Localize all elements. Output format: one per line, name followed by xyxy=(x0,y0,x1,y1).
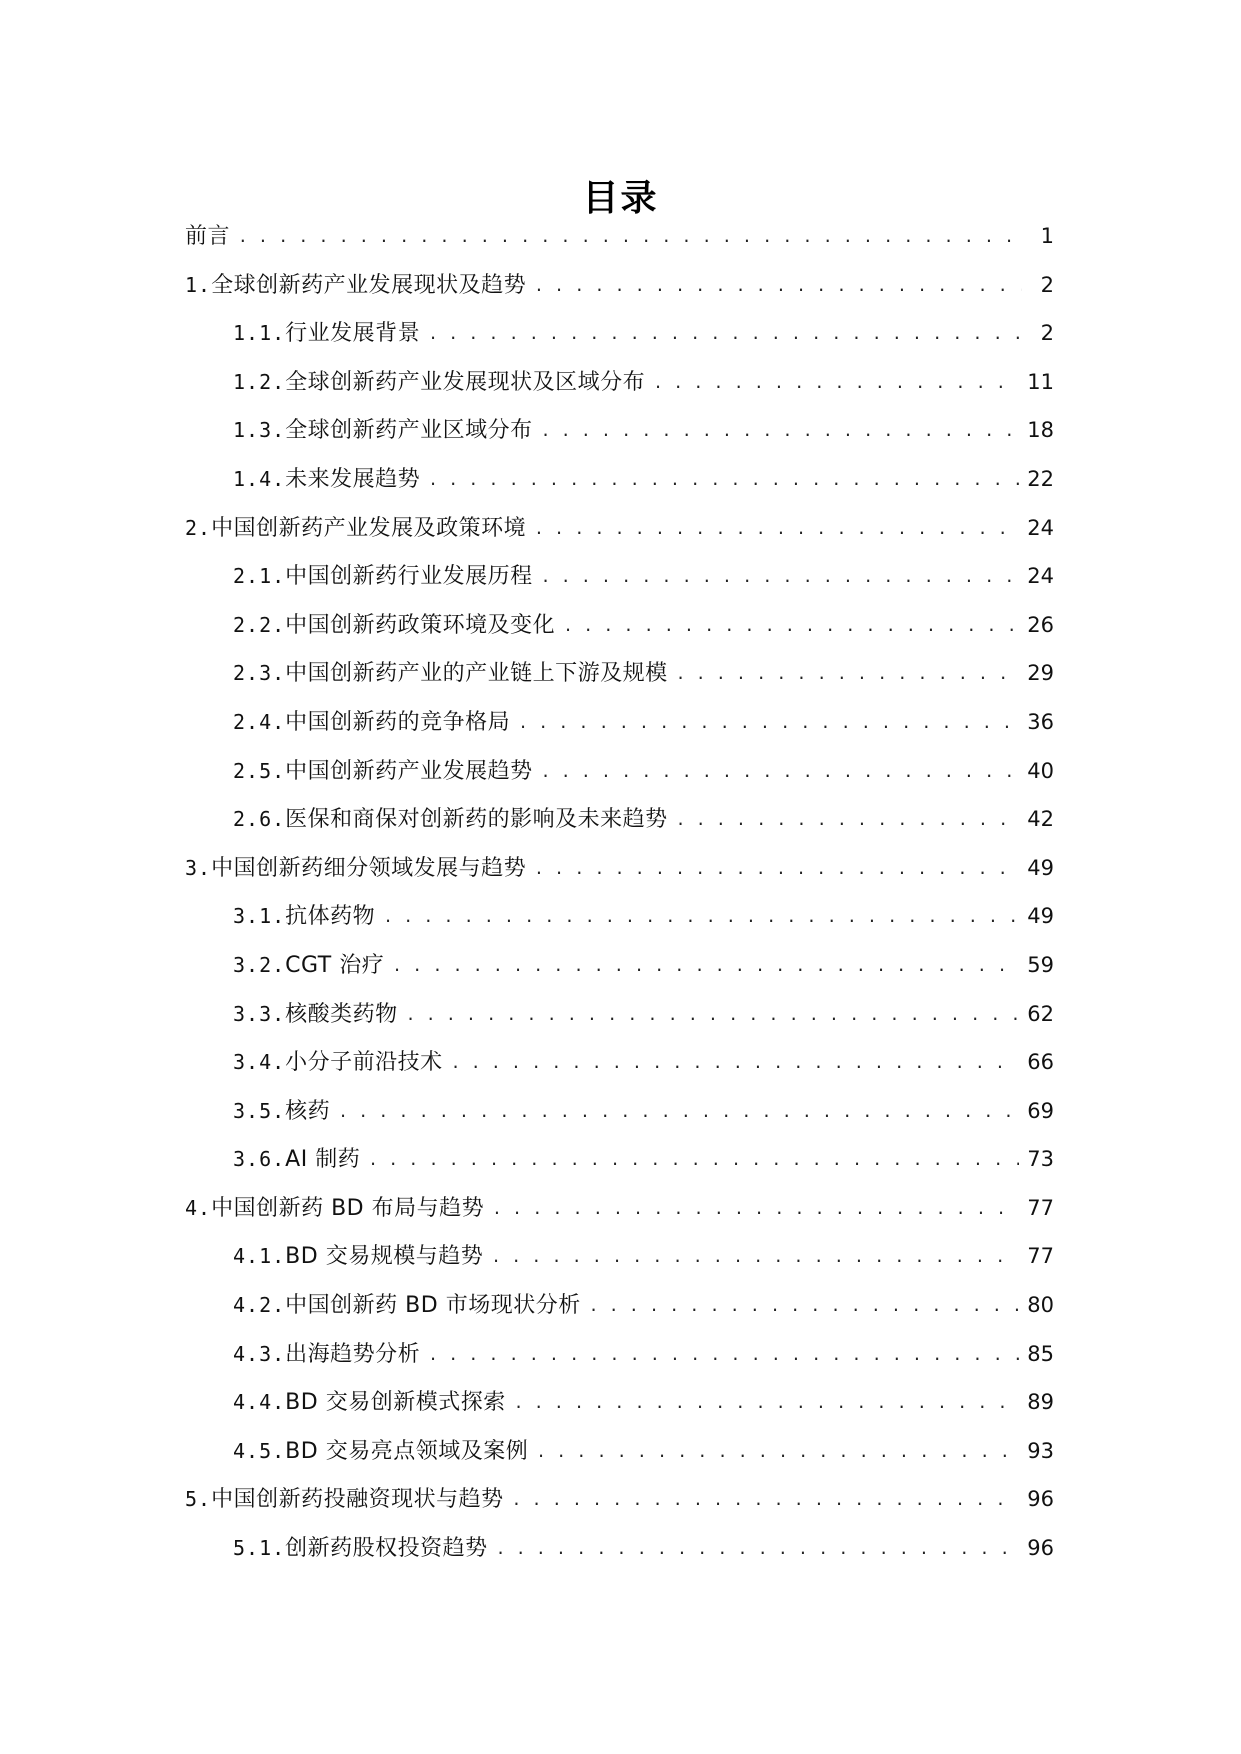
toc-entry-number: 4. xyxy=(185,1195,212,1220)
toc-entry-2-4[interactable] xyxy=(185,704,1054,753)
toc-entry-number: 3.6. xyxy=(233,1147,286,1172)
toc-entry-page: 62 xyxy=(1027,1001,1054,1026)
toc-entry-2-5[interactable] xyxy=(185,753,1054,802)
dot-leader xyxy=(428,316,1022,352)
toc-entry-5-1[interactable] xyxy=(185,1530,1054,1579)
toc-entry-title: 创新药股权投资趋势 xyxy=(285,1536,488,1562)
toc-entry-3-2[interactable] xyxy=(185,947,1054,996)
dot-leader xyxy=(238,219,1022,255)
toc-entry-1-2[interactable] xyxy=(185,364,1054,413)
toc-entry-page: 49 xyxy=(1027,904,1054,929)
toc-entry-page: 69 xyxy=(1027,1098,1054,1123)
toc-entry-page: 2 xyxy=(1040,272,1054,297)
dot-leader xyxy=(428,1337,1019,1373)
toc-entry-title: 医保和商保对创新药的影响及未来趋势 xyxy=(285,807,668,833)
toc-entry-4[interactable] xyxy=(185,1190,1054,1239)
dot-leader xyxy=(428,462,1019,498)
dot-leader xyxy=(536,1434,1019,1470)
toc-entry-title: 中国创新药 BD 布局与趋势 xyxy=(211,1195,485,1221)
toc-entry-title: 核药 xyxy=(285,1098,331,1124)
toc-entry-title: 中国创新药政策环境及变化 xyxy=(285,612,556,638)
toc-entry-number: 5.1. xyxy=(233,1536,286,1561)
toc-entry-1[interactable] xyxy=(185,267,1054,316)
dot-leader xyxy=(541,413,1020,449)
toc-entry-4-5[interactable] xyxy=(185,1433,1054,1482)
toc-entry-page: 24 xyxy=(1027,515,1054,540)
toc-entry-number: 1.1. xyxy=(233,321,286,346)
toc-entry-page: 66 xyxy=(1027,1050,1054,1075)
toc-entry-number: 2.6. xyxy=(233,807,286,832)
toc-entry-4-3[interactable] xyxy=(185,1336,1054,1385)
toc-entry-number: 5. xyxy=(185,1487,212,1512)
toc-entry-number: 3.5. xyxy=(233,1098,286,1123)
table-of-contents xyxy=(185,218,1054,1579)
toc-entry-page: 77 xyxy=(1027,1195,1054,1220)
toc-entry-title: 中国创新药产业的产业链上下游及规模 xyxy=(285,661,668,687)
dot-leader xyxy=(534,851,1019,887)
toc-entry-number: 1.2. xyxy=(233,369,286,394)
toc-entry-2-1[interactable] xyxy=(185,558,1054,607)
dot-leader xyxy=(653,365,1019,401)
dot-leader xyxy=(541,754,1020,790)
toc-entry-number: 2.1. xyxy=(233,564,286,589)
toc-entry-title: 中国创新药投融资现状与趋势 xyxy=(211,1487,504,1513)
toc-entry-number: 4.2. xyxy=(233,1293,286,1318)
toc-entry-title: 中国创新药细分领域发展与趋势 xyxy=(211,855,527,881)
toc-entry-page: 18 xyxy=(1027,418,1054,443)
toc-entry-page: 96 xyxy=(1027,1487,1054,1512)
toc-entry-number: 3.4. xyxy=(233,1050,286,1075)
toc-entry-title: 小分子前沿技术 xyxy=(285,1050,443,1076)
toc-entry-title: 中国创新药 BD 市场现状分析 xyxy=(285,1293,581,1319)
dot-leader xyxy=(496,1531,1020,1567)
toc-entry-number: 2.4. xyxy=(233,709,286,734)
toc-entry-3-5[interactable] xyxy=(185,1093,1054,1142)
toc-entry-number: 2. xyxy=(185,515,212,540)
toc-entry-page: 24 xyxy=(1027,564,1054,589)
toc-entry-page: 49 xyxy=(1027,855,1054,880)
toc-entry-3-3[interactable] xyxy=(185,996,1054,1045)
toc-entry-title: 抗体药物 xyxy=(285,904,376,930)
toc-entry-2-6[interactable] xyxy=(185,801,1054,850)
toc-entry-3-6[interactable] xyxy=(185,1141,1054,1190)
toc-entry-3-4[interactable] xyxy=(185,1044,1054,1093)
toc-entry-3-1[interactable] xyxy=(185,898,1054,947)
toc-entry-2-3[interactable] xyxy=(185,655,1054,704)
toc-entry-title: 中国创新药行业发展历程 xyxy=(285,564,533,590)
toc-entry-page: 73 xyxy=(1027,1147,1054,1172)
dot-leader xyxy=(491,1239,1019,1275)
toc-entry-page: 29 xyxy=(1027,661,1054,686)
toc-entry-number: 4.5. xyxy=(233,1438,286,1463)
toc-entry-title: 中国创新药的竞争格局 xyxy=(285,709,511,735)
page-title: 目录 xyxy=(582,178,659,220)
toc-entry-title: 核酸类药物 xyxy=(285,1001,398,1027)
toc-entry-number: 1.4. xyxy=(233,466,286,491)
toc-entry-page: 11 xyxy=(1027,369,1054,394)
toc-entry-title: BD 交易规模与趋势 xyxy=(285,1244,484,1270)
toc-entry-2-2[interactable] xyxy=(185,607,1054,656)
toc-entry-1-1[interactable] xyxy=(185,315,1054,364)
toc-entry-title: 前言 xyxy=(185,224,231,249)
dot-leader xyxy=(534,511,1019,547)
toc-entry-title: CGT 治疗 xyxy=(285,952,385,978)
toc-entry-page: 89 xyxy=(1027,1390,1054,1415)
dot-leader xyxy=(492,1191,1019,1227)
dot-leader xyxy=(392,948,1019,984)
toc-entry-title: 全球创新药产业发展现状及区域分布 xyxy=(285,369,646,395)
toc-entry-3[interactable] xyxy=(185,850,1054,899)
dot-leader xyxy=(451,1045,1020,1081)
toc-entry-number: 2.3. xyxy=(233,661,286,686)
dot-leader xyxy=(512,1482,1020,1518)
toc-entry-page: 26 xyxy=(1027,612,1054,637)
dot-leader xyxy=(541,559,1020,595)
toc-entry-page: 77 xyxy=(1027,1244,1054,1269)
dot-leader xyxy=(589,1288,1020,1324)
toc-entry-page: 36 xyxy=(1027,709,1054,734)
toc-entry-number: 2.5. xyxy=(233,758,286,783)
toc-entry-4-2[interactable] xyxy=(185,1287,1054,1336)
toc-entry-number: 4.4. xyxy=(233,1390,286,1415)
toc-entry-title: AI 制药 xyxy=(285,1147,361,1173)
toc-entry-4-4[interactable] xyxy=(185,1384,1054,1433)
toc-entry-1-4[interactable] xyxy=(185,461,1054,510)
toc-entry-page: 22 xyxy=(1027,466,1054,491)
toc-entry-page: 80 xyxy=(1027,1293,1054,1318)
toc-entry-number: 3.3. xyxy=(233,1001,286,1026)
toc-entry-title: 行业发展背景 xyxy=(285,321,421,347)
dot-leader xyxy=(518,705,1019,741)
toc-entry-title: 全球创新药产业区域分布 xyxy=(285,418,533,444)
dot-leader xyxy=(563,608,1019,644)
toc-entry-5[interactable] xyxy=(185,1481,1054,1530)
toc-entry-title: BD 交易创新模式探索 xyxy=(285,1390,506,1416)
dot-leader xyxy=(368,1142,1019,1178)
toc-entry-number: 1. xyxy=(185,272,212,297)
toc-entry-number: 3.1. xyxy=(233,904,286,929)
toc-entry-number: 4.1. xyxy=(233,1244,286,1269)
toc-entry-page: 1 xyxy=(1040,224,1054,248)
toc-entry-page: 59 xyxy=(1027,952,1054,977)
dot-leader xyxy=(534,268,1022,304)
toc-entry-title: 未来发展趋势 xyxy=(285,466,421,492)
dot-leader xyxy=(676,802,1020,838)
toc-entry-page: 40 xyxy=(1027,758,1054,783)
toc-entry-page: 42 xyxy=(1027,807,1054,832)
toc-entry-number: 4.3. xyxy=(233,1341,286,1366)
dot-leader xyxy=(383,899,1019,935)
toc-entry-number: 1.3. xyxy=(233,418,286,443)
toc-entry-2[interactable] xyxy=(185,510,1054,559)
toc-entry-4-1[interactable] xyxy=(185,1238,1054,1287)
toc-entry-page: 96 xyxy=(1027,1536,1054,1561)
toc-entry-page: 2 xyxy=(1040,321,1054,346)
toc-entry-title: 出海趋势分析 xyxy=(285,1341,421,1367)
dot-leader xyxy=(338,1094,1019,1130)
toc-entry-page: 85 xyxy=(1027,1341,1054,1366)
toc-entry-number: 2.2. xyxy=(233,612,286,637)
dot-leader xyxy=(514,1385,1020,1421)
toc-entry-number: 3.2. xyxy=(233,952,286,977)
toc-entry-page: 93 xyxy=(1027,1438,1054,1463)
toc-entry-preface[interactable] xyxy=(185,218,1054,267)
dot-leader xyxy=(406,997,1020,1033)
toc-entry-1-3[interactable] xyxy=(185,412,1054,461)
toc-entry-title: 全球创新药产业发展现状及趋势 xyxy=(211,272,527,298)
toc-entry-number: 3. xyxy=(185,855,212,880)
toc-entry-title: 中国创新药产业发展趋势 xyxy=(285,758,533,784)
dot-leader xyxy=(676,656,1020,692)
toc-entry-title: BD 交易亮点领域及案例 xyxy=(285,1438,529,1464)
toc-entry-title: 中国创新药产业发展及政策环境 xyxy=(211,515,527,541)
